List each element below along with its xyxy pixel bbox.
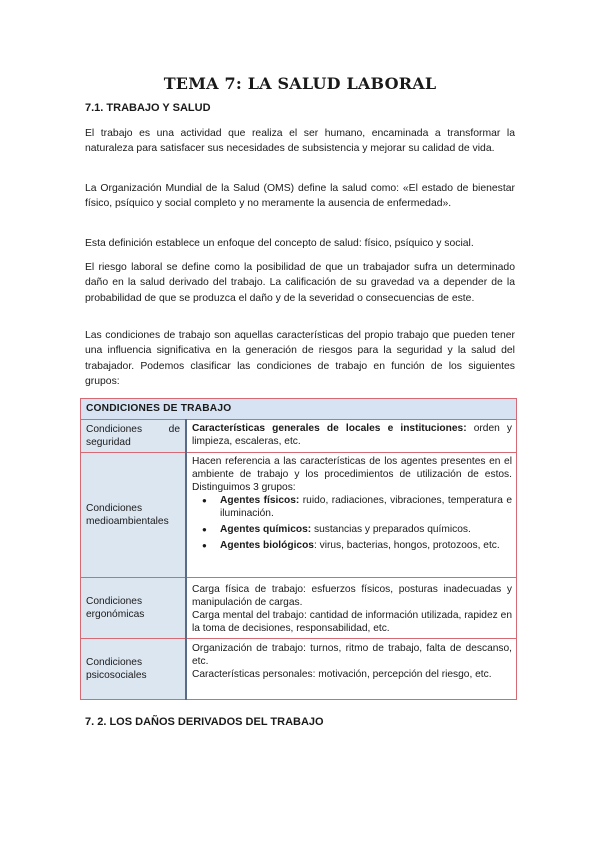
row-content-medioambientales: Hacen referencia a las características de los agentes presentes en el ambiente de trabajo y los procedimientos de utilización de estos. Distinguimos 3 grupos: ● Agentes físicos: ruido, radiaciones, vibraciones, temperatura e iluminación. ● Agentes químicos: sustancias y preparados químicos. ● Agentes biológicos: virus, bacterias, hongos, protozoos, etc. (186, 453, 517, 578)
agents-list (192, 494, 512, 552)
row-label-psicosociales: Condiciones psicosociales (81, 639, 187, 700)
table-row (81, 578, 517, 639)
page-title: TEMA 7: LA SALUD LABORAL (163, 74, 437, 93)
section-heading-danos: 7. 2. LOS DAÑOS DERIVADOS DEL TRABAJO (85, 716, 324, 728)
list-item: ● Agentes biológicos: virus, bacterias, hongos, protozoos, etc. (220, 539, 512, 552)
table-row (81, 420, 517, 453)
list-item: ● Agentes químicos: sustancias y preparados químicos. (220, 523, 512, 536)
table-header-row (81, 399, 517, 420)
row-label-medioambientales: Condiciones medioambientales (81, 453, 187, 578)
section-heading-trabajo-salud: 7.1. TRABAJO Y SALUD (85, 102, 211, 114)
table-header: CONDICIONES DE TRABAJO (81, 399, 517, 420)
row-content-ergonomicas: Carga física de trabajo: esfuerzos físicos, posturas inadecuadas y manipulación de cargas. Carga mental del trabajo: cantidad de información utilizada, rapidez en la toma de decisiones, responsabilidad, etc. (186, 578, 517, 639)
paragraph-riesgo-laboral: El riesgo laboral se define como la posibilidad de que un trabajador sufra un determinado daño en la salud derivado del trabajo. La calificación de su gravedad va a depender de la probabilidad de que se produzca el daño y de la severidad o consecuencias de este. (85, 262, 515, 304)
conditions-table (80, 398, 517, 700)
paragraph-oms: La Organización Mundial de la Salud (OMS) define la salud como: «El estado de bienestar físico, psíquico y social completo y no meramente la ausencia de enfermedad». (85, 183, 515, 210)
paragraph-condiciones: Las condiciones de trabajo son aquellas características del propio trabajo que pueden tener una influencia significativa en la generación de riesgos para la seguridad y la salud del trabajador. Podemos clasificar las condiciones de trabajo en función de los siguientes grupos: (85, 330, 515, 388)
paragraph-trabajo: El trabajo es una actividad que realiza el ser humano, encaminada a transformar la naturaleza para satisfacer sus necesidades de subsistencia y mejorar su calidad de vida. (85, 128, 515, 155)
table-row (81, 453, 517, 578)
list-item: ● Agentes físicos: ruido, radiaciones, vibraciones, temperatura e iluminación. (220, 494, 512, 520)
row-label-ergonomicas: Condiciones ergonómicas (81, 578, 187, 639)
paragraph-definicion: Esta definición establece un enfoque del concepto de salud: físico, psíquico y social. (85, 238, 474, 249)
row-label-seguridad: Condiciones de seguridad (81, 420, 187, 453)
table-row (81, 639, 517, 700)
row-content-seguridad: Características generales de locales e instituciones: orden y limpieza, escaleras, etc. (186, 420, 517, 453)
row-content-psicosociales: Organización de trabajo: turnos, ritmo de trabajo, falta de descanso, etc. Características personales: motivación, percepción del riesgo, etc. (186, 639, 517, 700)
